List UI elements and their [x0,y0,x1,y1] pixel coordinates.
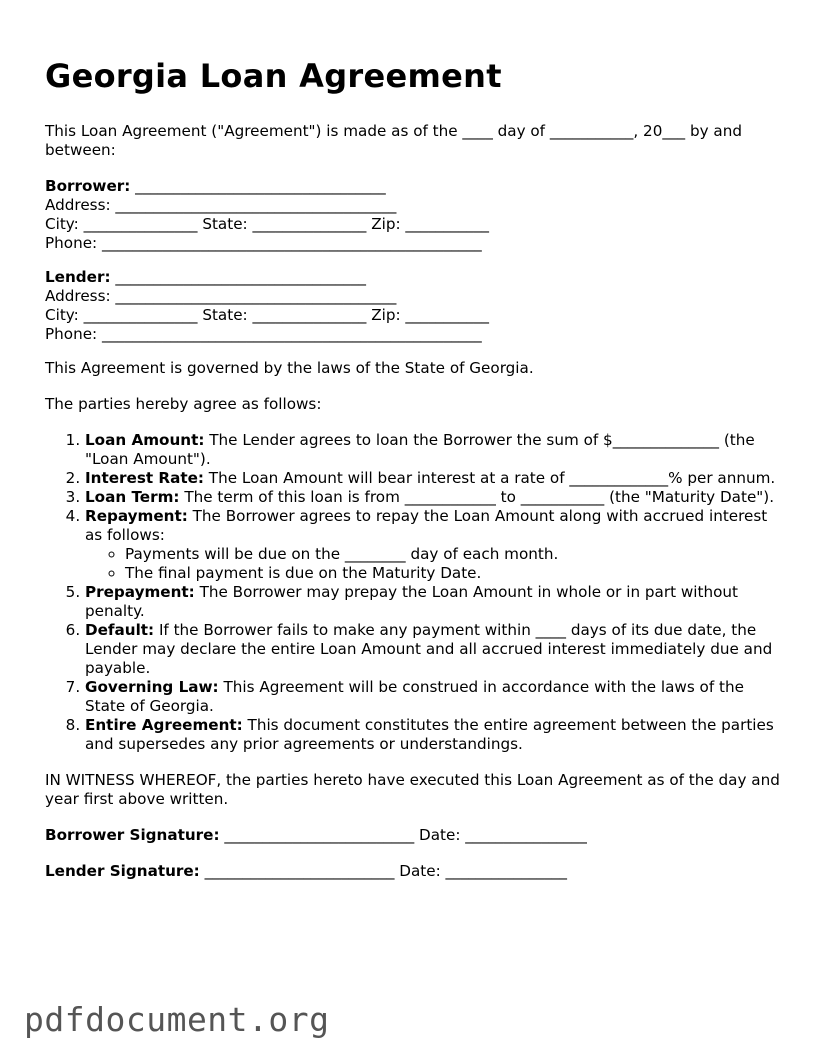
term-label: Loan Amount: [85,431,205,449]
borrower-label: Borrower: [45,177,131,195]
intro-paragraph: This Loan Agreement ("Agreement") is made as of the ____ day of ___________, 20___ by and between: [45,122,743,159]
borrower-signature-label: Borrower Signature: [45,826,220,844]
term-loan-amount [85,431,785,469]
borrower-city-line: City: _______________ State: _______________ Zip: ___________ [45,215,489,233]
term-label: Entire Agreement: [85,716,243,734]
repayment-item: ◦ The final payment is due on the Maturity Date. [125,564,785,583]
term-label: Prepayment: [85,583,195,601]
term-text: The Lender agrees to loan the Borrower the sum of $______________ (the "Loan Amount"). [85,431,755,468]
lender-name-line [45,268,785,287]
lender-signature-line [45,862,785,881]
borrower-block [45,177,785,253]
term-text: The term of this loan is from ____________ to ___________ (the "Maturity Date"). [179,488,775,506]
lender-label: Lender: [45,268,111,286]
term-label: Repayment: [85,507,188,525]
lender-address-line: Address: _____________________________________ [45,287,397,305]
lender-phone-line: Phone: __________________________________________________ [45,325,482,343]
witness-paragraph: IN WITNESS WHEREOF, the parties hereto have executed this Loan Agreement as of the day and year first above written. [45,771,780,808]
borrower-phone-line: Phone: __________________________________________________ [45,234,482,252]
term-interest-rate [85,469,785,488]
term-text: The Borrower may prepay the Loan Amount in whole or in part without penalty. [85,583,738,620]
term-text: The Loan Amount will bear interest at a rate of _____________% per annum. [203,469,776,487]
repayment-sublist [85,545,785,583]
watermark: pdfdocument.org [24,1000,330,1039]
governed-paragraph: This Agreement is governed by the laws of the State of Georgia. [45,359,534,377]
lender-signature-blanks: _________________________ Date: ________________ [199,862,568,880]
term-text: This document constitutes the entire agreement between the parties and supersedes any prior agreements or understandings. [85,716,774,753]
borrower-signature-line [45,826,785,845]
term-label: Default: [85,621,155,639]
term-label: Loan Term: [85,488,180,506]
lender-block [45,268,785,344]
borrower-name-blank: _________________________________ [130,177,386,195]
borrower-name-line [45,177,785,196]
borrower-signature-blanks: _________________________ Date: ________________ [219,826,587,844]
term-governing-law [85,678,785,716]
term-repayment [85,507,785,583]
lender-city-line: City: _______________ State: _______________ Zip: ___________ [45,306,489,324]
term-text: If the Borrower fails to make any payment within ____ days of its due date, the Lender may declare the entire Loan Amount and all accrued interest immediately due and payable. [85,621,773,677]
term-text: This Agreement will be construed in accordance with the laws of the State of Georgia. [85,678,744,715]
lender-signature-label: Lender Signature: [45,862,200,880]
document-page [45,56,785,898]
term-label: Governing Law: [85,678,219,696]
repayment-item: ◦ Payments will be due on the ________ day of each month. [125,545,785,564]
term-text: The Borrower agrees to repay the Loan Amount along with accrued interest as follows: [85,507,768,544]
term-prepayment [85,583,785,621]
borrower-address-line: Address: _____________________________________ [45,196,397,214]
term-default [85,621,785,678]
lender-name-blank: _________________________________ [110,268,366,286]
term-entire-agreement [85,716,785,754]
parties-agree-paragraph: The parties hereby agree as follows: [45,395,322,413]
terms-list [45,431,785,754]
term-loan-term [85,488,785,507]
page-title: Georgia Loan Agreement [45,57,502,95]
term-label: Interest Rate: [85,469,204,487]
